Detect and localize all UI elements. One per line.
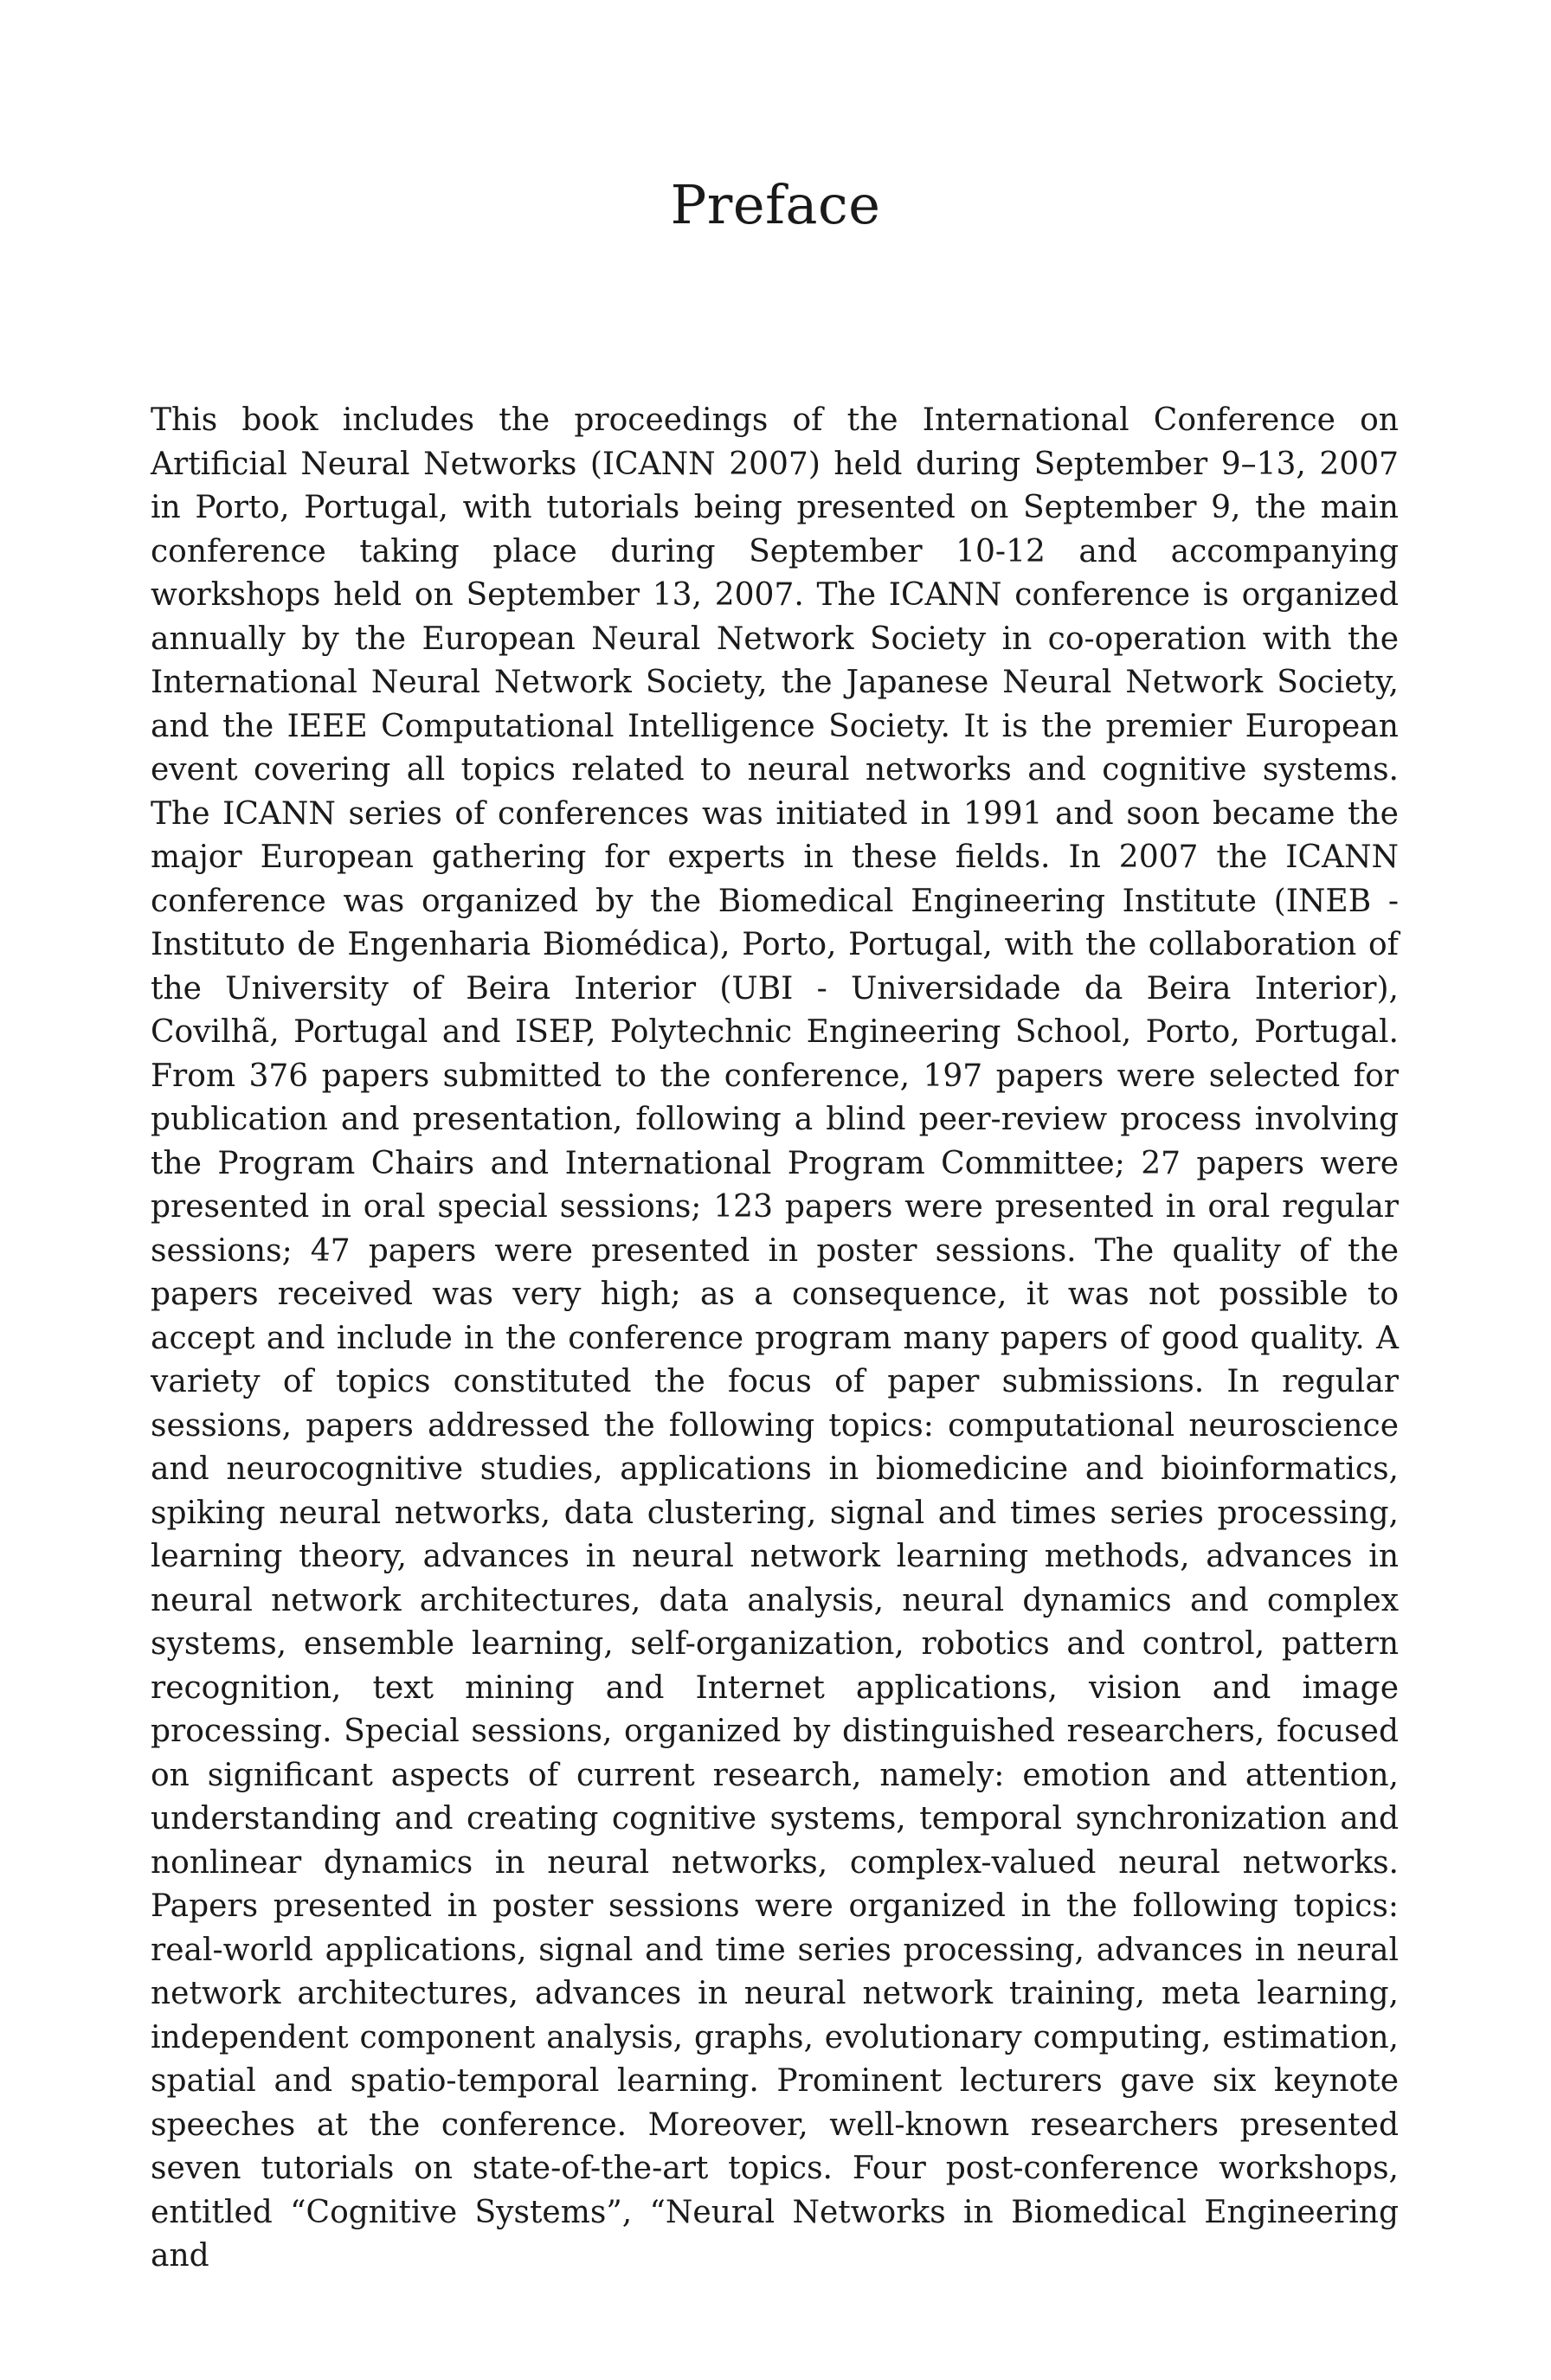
page-title: Preface bbox=[670, 173, 881, 236]
preface-paragraph: This book includes the proceedings of the International Conference on Artificial Neural Networks (ICANN 2007) held during September 9–13, 2007 in Porto, Portugal, with tutorials being presented on September 9, the main conference taking place during September 10-12 and accompanying workshops held on September 13, 2007. The ICANN conference is organized annually by the European Neural Network Society in co-operation with the International Neural Network Society, the Japanese Neural Network Society, and the IEEE Computational Intelligence Society. It is the premier European event covering all topics related to neural networks and cognitive systems. The ICANN series of conferences was initiated in 1991 and soon became the major European gathering for experts in these fields. In 2007 the ICANN conference was organized by the Biomedical Engineering Institute (INEB - Instituto de Engenharia Biomédica), Porto, Portugal, with the collaboration of the University of Beira Interior (UBI - Universidade da Beira Interior), Covilhã, Portugal and ISEP, Polytechnic Engineering School, Porto, Portugal. From 376 papers submitted to the conference, 197 papers were selected for publication and presentation, following a blind peer-review process involving the Program Chairs and International Program Committee; 27 papers were presented in oral special sessions; 123 papers were presented in oral regular sessions; 47 papers were presented in poster sessions. The quality of the papers received was very high; as a consequence, it was not possible to accept and include in the conference program many papers of good quality. A variety of topics constituted the focus of paper submissions. In regular sessions, papers addressed the following topics: computational neuroscience and neurocognitive studies, applications in biomedicine and bioinformatics, spiking neural networks, data clustering, signal and times series processing, learning theory, advances in neural network learning methods, advances in neural network architectures, data analysis, neural dynamics and complex systems, ensemble learning, self-organization, robotics and control, pattern recognition, text mining and Internet applications, vision and image processing. Special sessions, organized by distinguished researchers, focused on significant aspects of current research, namely: emotion and attention, understanding and creating cognitive systems, temporal synchronization and nonlinear dynamics in neural networks, complex-valued neural networks. Papers presented in poster sessions were organized in the following topics: real-world applications, signal and time series processing, advances in neural network architectures, advances in neural network training, meta learning, independent component analysis, graphs, evolutionary computing, estimation, spatial and spatio-temporal learning. Prominent lecturers gave six keynote speeches at the conference. Moreover, well-known researchers presented seven tutorials on state-of-the-art topics. Four post-conference workshops, entitled “Cognitive Systems”, “Neural Networks in Biomedical Engineering and bbox=[151, 402, 1399, 2274]
